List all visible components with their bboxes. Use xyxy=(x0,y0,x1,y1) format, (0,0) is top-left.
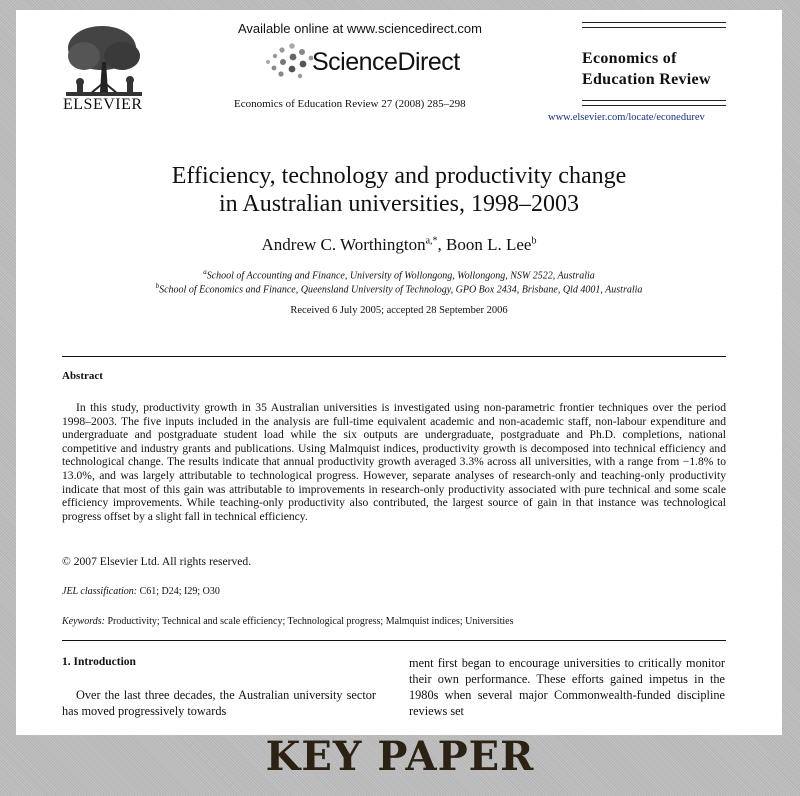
intro-right-column: ment first began to encourage universities to critically monitor their own performance. These efforts gained impetus in the 1980s when several major Commonwealth-funded discipline reviews set xyxy=(409,656,725,718)
intro-left-column: Over the last three decades, the Australian university sector has moved progressively towards xyxy=(62,688,376,718)
sciencedirect-dots-logo xyxy=(262,38,318,82)
article-title-line2: in Australian universities, 1998–2003 xyxy=(219,191,579,217)
author-2[interactable]: Boon L. Lee xyxy=(446,235,532,254)
journal-name xyxy=(582,48,711,90)
abstract-body: In this study, productivity growth in 35 Australian universities is investigated using non-parametric frontier techniques over the period 1998–2003. The five inputs included in the analysis are full-time equivalent academic and non-academic staff, non-labour expenditure and undergraduate and postgraduate student load while the six outputs are undergraduate, postgraduate and Ph.D. completions, national competitive and industry grants and publications. Using Malmquist indices, productivity growth is decomposed into technical efficiency and technological change. The results indicate that annual productivity growth averaged 3.3% across all universities, with a range from −1.8% to 13.0%, and was largely attributable to technological progress. However, separate analyses of research-only and teaching-only productivity indicate that most of this gain was attributable to improvements in research-only productivity associated with pure technical and some scale efficiency improvements. While teaching-only productivity also contributed, the largest source of gain in that instance was technological progress offset by a slight fall in technical efficiency. xyxy=(62,401,726,523)
available-online-text: Available online at www.sciencedirect.com xyxy=(238,21,482,36)
abstract-bottom-rule xyxy=(62,640,726,641)
author-list xyxy=(16,235,782,255)
affiliation-a-text: School of Accounting and Finance, University of Wollongong, Wollongong, NSW 2522, Australia xyxy=(206,270,595,282)
journal-url-link[interactable]: www.elsevier.com/locate/econedurev xyxy=(548,112,705,123)
key-paper-banner: KEY PAPER xyxy=(265,733,535,780)
keywords-label: Keywords: xyxy=(62,616,105,627)
article-title xyxy=(16,162,782,218)
author-1-affiliation-mark: a,* xyxy=(425,235,438,247)
publisher-logo-text: ELSEVIER xyxy=(63,96,143,113)
section-heading-introduction: 1. Introduction xyxy=(62,656,136,668)
journal-name-line2: Education Review xyxy=(582,71,711,88)
journal-top-rule-2 xyxy=(582,27,726,28)
sciencedirect-logo-text: ScienceDirect xyxy=(312,48,460,76)
jel-label: JEL classification: xyxy=(62,586,138,597)
keywords xyxy=(62,616,513,627)
affiliation-b-mark: b xyxy=(155,282,160,290)
affiliation-a-mark: a xyxy=(203,268,207,276)
journal-bottom-rule-2 xyxy=(582,105,726,106)
journal-citation: Economics of Education Review 27 (2008) 285–298 xyxy=(234,98,466,110)
affiliation-a xyxy=(16,268,782,281)
jel-codes: C61; D24; I29; O30 xyxy=(139,586,220,597)
affiliation-b-text: School of Economics and Finance, Queensland University of Technology, GPO Box 2434, Brisbane, Qld 4001, Australia xyxy=(159,284,643,296)
journal-bottom-rule xyxy=(582,100,726,101)
jel-classification xyxy=(62,586,220,597)
received-dates: Received 6 July 2005; accepted 28 September 2006 xyxy=(290,305,508,316)
author-separator: , xyxy=(437,235,447,254)
author-1[interactable]: Andrew C. Worthington xyxy=(261,235,426,254)
affiliation-b xyxy=(16,282,782,295)
abstract-heading: Abstract xyxy=(62,370,103,382)
abstract-top-rule xyxy=(62,356,726,357)
keywords-list: Productivity; Technical and scale efficiency; Technological progress; Malmquist indices; Universities xyxy=(107,616,514,627)
journal-name-line1: Economics of xyxy=(582,50,677,67)
copyright-notice: © 2007 Elsevier Ltd. All rights reserved. xyxy=(62,555,252,568)
article-title-line1: Efficiency, technology and productivity change xyxy=(171,163,627,189)
journal-top-rule xyxy=(582,22,726,23)
author-2-affiliation-mark: b xyxy=(531,235,537,247)
paper-page xyxy=(16,10,782,735)
